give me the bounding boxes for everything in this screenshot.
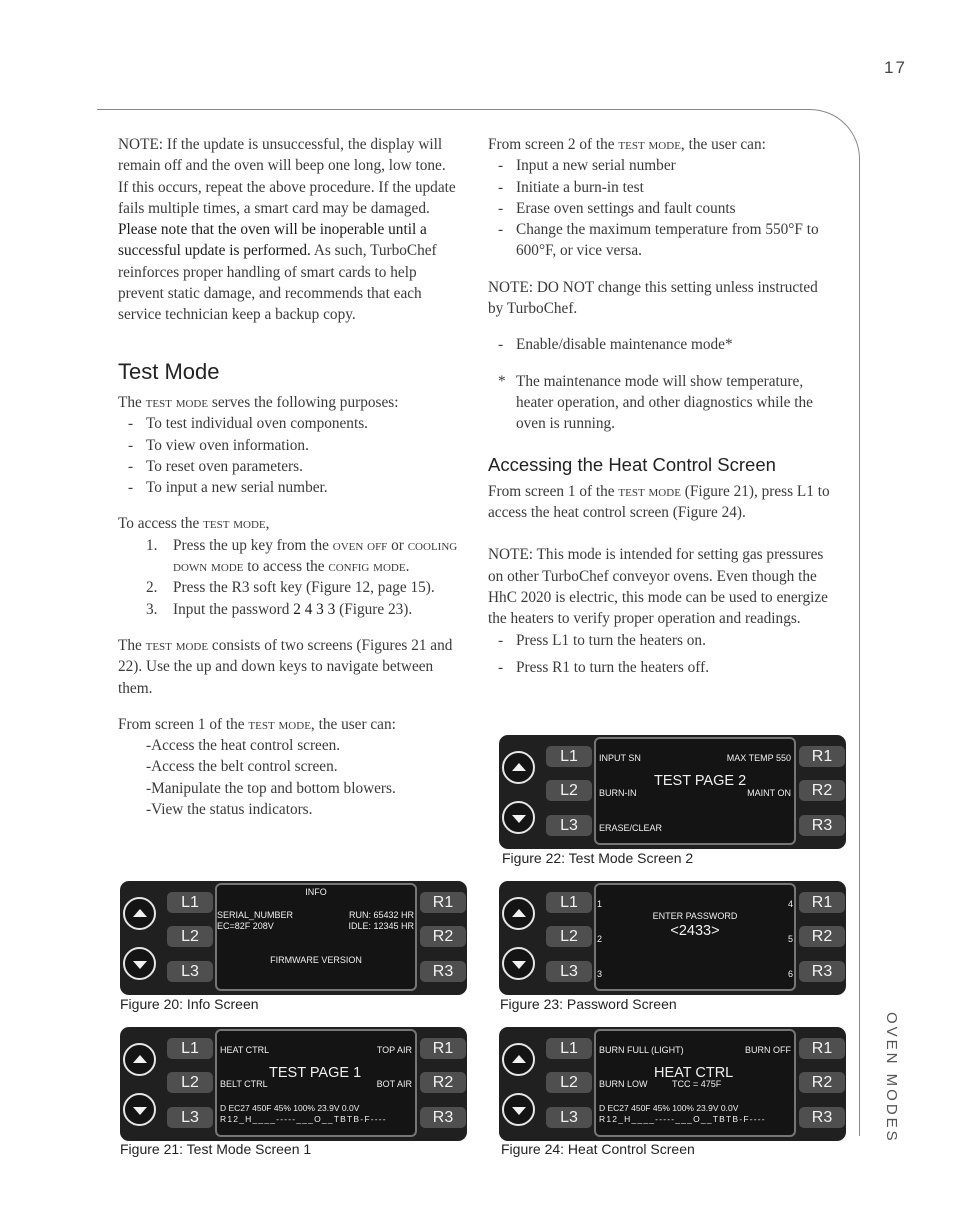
- display-screen: [594, 737, 796, 845]
- list-item: - To test individual oven components.: [128, 415, 368, 433]
- list-item: - To view oven information.: [128, 436, 309, 454]
- display-screen: [215, 1029, 417, 1137]
- r3-key[interactable]: R3: [420, 961, 466, 982]
- down-arrow-icon: [512, 961, 526, 969]
- r2-key[interactable]: R2: [799, 1072, 845, 1093]
- up-arrow-icon: [133, 1055, 147, 1063]
- up-arrow-icon: [512, 763, 526, 771]
- r3-key[interactable]: R3: [799, 961, 845, 982]
- left-column: [118, 134, 458, 820]
- screen2-intro: From screen 2 of the test mode, the user can:: [488, 136, 766, 153]
- r1-key[interactable]: R1: [799, 892, 845, 913]
- l2-key[interactable]: L2: [546, 780, 592, 801]
- l1-key[interactable]: L1: [546, 892, 592, 913]
- list-item: - Erase oven settings and fault counts: [498, 199, 736, 217]
- belt-ctrl-label: BELT CTRL: [220, 1079, 268, 1089]
- section-side-tab: OVEN MODES: [883, 1012, 900, 1144]
- up-arrow-icon: [512, 1055, 526, 1063]
- down-arrow-icon: [512, 1107, 526, 1115]
- heat-ctrl-label: HEAT CTRL: [220, 1045, 270, 1055]
- screen1-intro: From screen 1 of the test mode, the user can:: [118, 715, 396, 733]
- asterisk-note: * The maintenance mode will show temperature, heater operation, and other diagnostics while the oven is running.: [498, 372, 813, 433]
- digit-3: 3: [597, 969, 603, 979]
- test-mode-screen-1-panel: [120, 1027, 467, 1141]
- l1-key[interactable]: L1: [546, 1038, 592, 1059]
- r1-key[interactable]: R1: [420, 1038, 466, 1059]
- r3-key[interactable]: R3: [799, 815, 845, 836]
- do-not-change-note: NOTE: DO NOT change this setting unless instructed by TurboChef.: [488, 278, 818, 318]
- test-mode-screen-2-panel: [499, 735, 846, 849]
- status-line-2: R12_H____-----___O__TBTB-F----: [599, 1114, 766, 1124]
- test-mode-intro: The test mode serves the following purposes:: [118, 393, 399, 411]
- up-arrow-button[interactable]: [123, 1043, 156, 1076]
- up-arrow-icon: [133, 909, 147, 917]
- l1-key[interactable]: L1: [167, 892, 213, 913]
- display-screen: [594, 1029, 796, 1137]
- down-arrow-button[interactable]: [123, 947, 156, 980]
- down-arrow-button[interactable]: [502, 947, 535, 980]
- status-line-1: D EC27 450F 45% 100% 23.9V 0.0V: [599, 1103, 739, 1113]
- step-2: 2. Press the R3 soft key (Figure 12, page 15).: [146, 579, 435, 597]
- list-item: -Access the belt control screen.: [146, 758, 338, 776]
- list-item: - To reset oven parameters.: [128, 457, 303, 475]
- down-arrow-icon: [133, 961, 147, 969]
- r1-key[interactable]: R1: [799, 746, 845, 767]
- status-line-2: R12_H____-----___O__TBTB-F----: [220, 1114, 387, 1124]
- list-item: -Manipulate the top and bottom blowers.: [146, 779, 396, 797]
- list-item: -View the status indicators.: [146, 801, 313, 819]
- r3-key[interactable]: R3: [420, 1107, 466, 1128]
- bot-air-label: BOT AIR: [376, 1079, 412, 1089]
- heat-control-heading: Accessing the Heat Control Screen: [488, 453, 776, 475]
- input-sn-label: INPUT SN: [599, 753, 641, 763]
- burn-low-label: BURN LOW: [599, 1079, 648, 1089]
- status-line-1: D EC27 450F 45% 100% 23.9V 0.0V: [220, 1103, 360, 1113]
- l2-key[interactable]: L2: [546, 1072, 592, 1093]
- display-screen: [594, 883, 796, 991]
- down-arrow-icon: [133, 1107, 147, 1115]
- l2-key[interactable]: L2: [167, 1072, 213, 1093]
- enter-password-label: ENTER PASSWORD: [652, 911, 738, 921]
- max-temp-label: MAX TEMP 550: [726, 753, 791, 763]
- erase-clear-label: ERASE/CLEAR: [599, 823, 663, 833]
- top-air-label: TOP AIR: [376, 1045, 412, 1055]
- up-arrow-button[interactable]: [502, 1043, 535, 1076]
- test-page-2-title: TEST PAGE 2: [654, 773, 747, 789]
- update-note: NOTE: If the update is unsuccessful, the display will remain off and the oven will beep one long, low tone. If this occurs, repeat the above procedure. If the update fails multiple times, a smart card may be damaged. Please note that the oven will be inoperable until a successful update is performed. As such, TurboChef reinforces proper handling of smart cards to help prevent static damage, and recommends that each service technician keep a backup copy.: [118, 136, 456, 324]
- serial-number-label: SERIAL_NUMBER: [217, 910, 294, 920]
- r3-key[interactable]: R3: [799, 1107, 845, 1128]
- list-item: - Press R1 to turn the heaters off.: [498, 658, 710, 676]
- figure-22-caption: Figure 22: Test Mode Screen 2: [502, 850, 694, 866]
- up-arrow-button[interactable]: [502, 751, 535, 784]
- l1-key[interactable]: L1: [546, 746, 592, 767]
- down-arrow-button[interactable]: [502, 1093, 535, 1126]
- heat-control-screen-panel: [499, 1027, 846, 1141]
- list-item: - Press L1 to turn the heaters on.: [498, 631, 706, 649]
- r2-key[interactable]: R2: [799, 780, 845, 801]
- l2-key[interactable]: L2: [167, 926, 213, 947]
- list-item: - Enable/disable maintenance mode*: [498, 336, 733, 354]
- down-arrow-button[interactable]: [502, 801, 535, 834]
- r2-key[interactable]: R2: [799, 926, 845, 947]
- list-item: - Initiate a burn-in test: [498, 178, 644, 196]
- l2-key[interactable]: L2: [546, 926, 592, 947]
- password-screen-panel: [499, 881, 846, 995]
- burn-full-label: BURN FULL (LIGHT): [599, 1045, 684, 1055]
- l3-key[interactable]: L3: [546, 815, 592, 836]
- step-3: 3. Input the password 2 4 3 3 (Figure 23).: [146, 600, 413, 618]
- run-hours: RUN: 65432 HR: [348, 910, 414, 920]
- inoperable-warning: Please note that the oven will be inoperable until a successful update is performed.: [118, 221, 427, 260]
- digit-4: 4: [787, 899, 793, 909]
- digit-5: 5: [787, 934, 793, 944]
- figure-20-caption: Figure 20: Info Screen: [120, 996, 259, 1012]
- digit-2: 2: [597, 934, 603, 944]
- down-arrow-icon: [512, 815, 526, 823]
- l3-key[interactable]: L3: [546, 961, 592, 982]
- up-arrow-button[interactable]: [502, 897, 535, 930]
- up-arrow-icon: [512, 909, 526, 917]
- info-title: INFO: [305, 887, 327, 897]
- tcc-value: TCC = 475F: [672, 1079, 722, 1089]
- password-code: <2433>: [670, 923, 720, 939]
- screens-description: The test mode consists of two screens (Figures 21 and 22). Use the up and down keys to navigate between them.: [118, 636, 453, 697]
- digit-1: 1: [597, 899, 603, 909]
- maint-on-label: MAINT ON: [747, 788, 791, 798]
- l3-key[interactable]: L3: [546, 1107, 592, 1128]
- burn-in-label: BURN-IN: [599, 788, 637, 798]
- r2-key[interactable]: R2: [420, 926, 466, 947]
- gas-pressure-note: NOTE: This mode is intended for setting gas pressures on other TurboChef conveyor ovens. Even though the HhC 2020 is electric, this mode can be used to energize the heaters to verify proper operation and readings.: [488, 546, 828, 628]
- r1-key[interactable]: R1: [420, 892, 466, 913]
- list-item: - Input a new serial number: [498, 157, 676, 175]
- list-item: -Access the heat control screen.: [146, 737, 341, 755]
- l1-key[interactable]: L1: [167, 1038, 213, 1059]
- frame-side-rule: [859, 160, 860, 1136]
- list-item: - Change the maximum temperature from 550°F to 600°F, or vice versa.: [498, 221, 819, 260]
- display-screen: [215, 883, 417, 991]
- figure-24-caption: Figure 24: Heat Control Screen: [501, 1141, 695, 1157]
- list-item: - To input a new serial number.: [128, 479, 328, 497]
- digit-6: 6: [787, 969, 793, 979]
- page-number: 17: [884, 58, 907, 77]
- step-1: 1. Press the up key from the oven off or cooling down mode to access the config mode.: [146, 536, 458, 576]
- frame-top-rule: [97, 109, 809, 110]
- r2-key[interactable]: R2: [420, 1072, 466, 1093]
- access-intro: To access the test mode,: [118, 515, 270, 533]
- figure-21-caption: Figure 21: Test Mode Screen 1: [120, 1141, 312, 1157]
- figure-23-caption: Figure 23: Password Screen: [500, 996, 677, 1012]
- up-arrow-button[interactable]: [123, 897, 156, 930]
- down-arrow-button[interactable]: [123, 1093, 156, 1126]
- l3-key[interactable]: L3: [167, 961, 213, 982]
- test-page-1-title: TEST PAGE 1: [269, 1065, 362, 1081]
- heat-control-intro: From screen 1 of the test mode (Figure 21), press L1 to access the heat control screen (Figure 24).: [488, 482, 830, 522]
- info-screen-panel: [120, 881, 467, 995]
- ec-value: EC=82F 208V: [217, 921, 274, 931]
- right-column: [488, 134, 833, 678]
- test-mode-heading: Test Mode: [118, 358, 220, 384]
- idle-hours: IDLE: 12345 HR: [348, 921, 414, 931]
- r1-key[interactable]: R1: [799, 1038, 845, 1059]
- l3-key[interactable]: L3: [167, 1107, 213, 1128]
- firmware-version-label: FIRMWARE VERSION: [270, 955, 362, 965]
- burn-off-label: BURN OFF: [745, 1045, 791, 1055]
- heat-ctrl-title: HEAT CTRL: [654, 1065, 734, 1081]
